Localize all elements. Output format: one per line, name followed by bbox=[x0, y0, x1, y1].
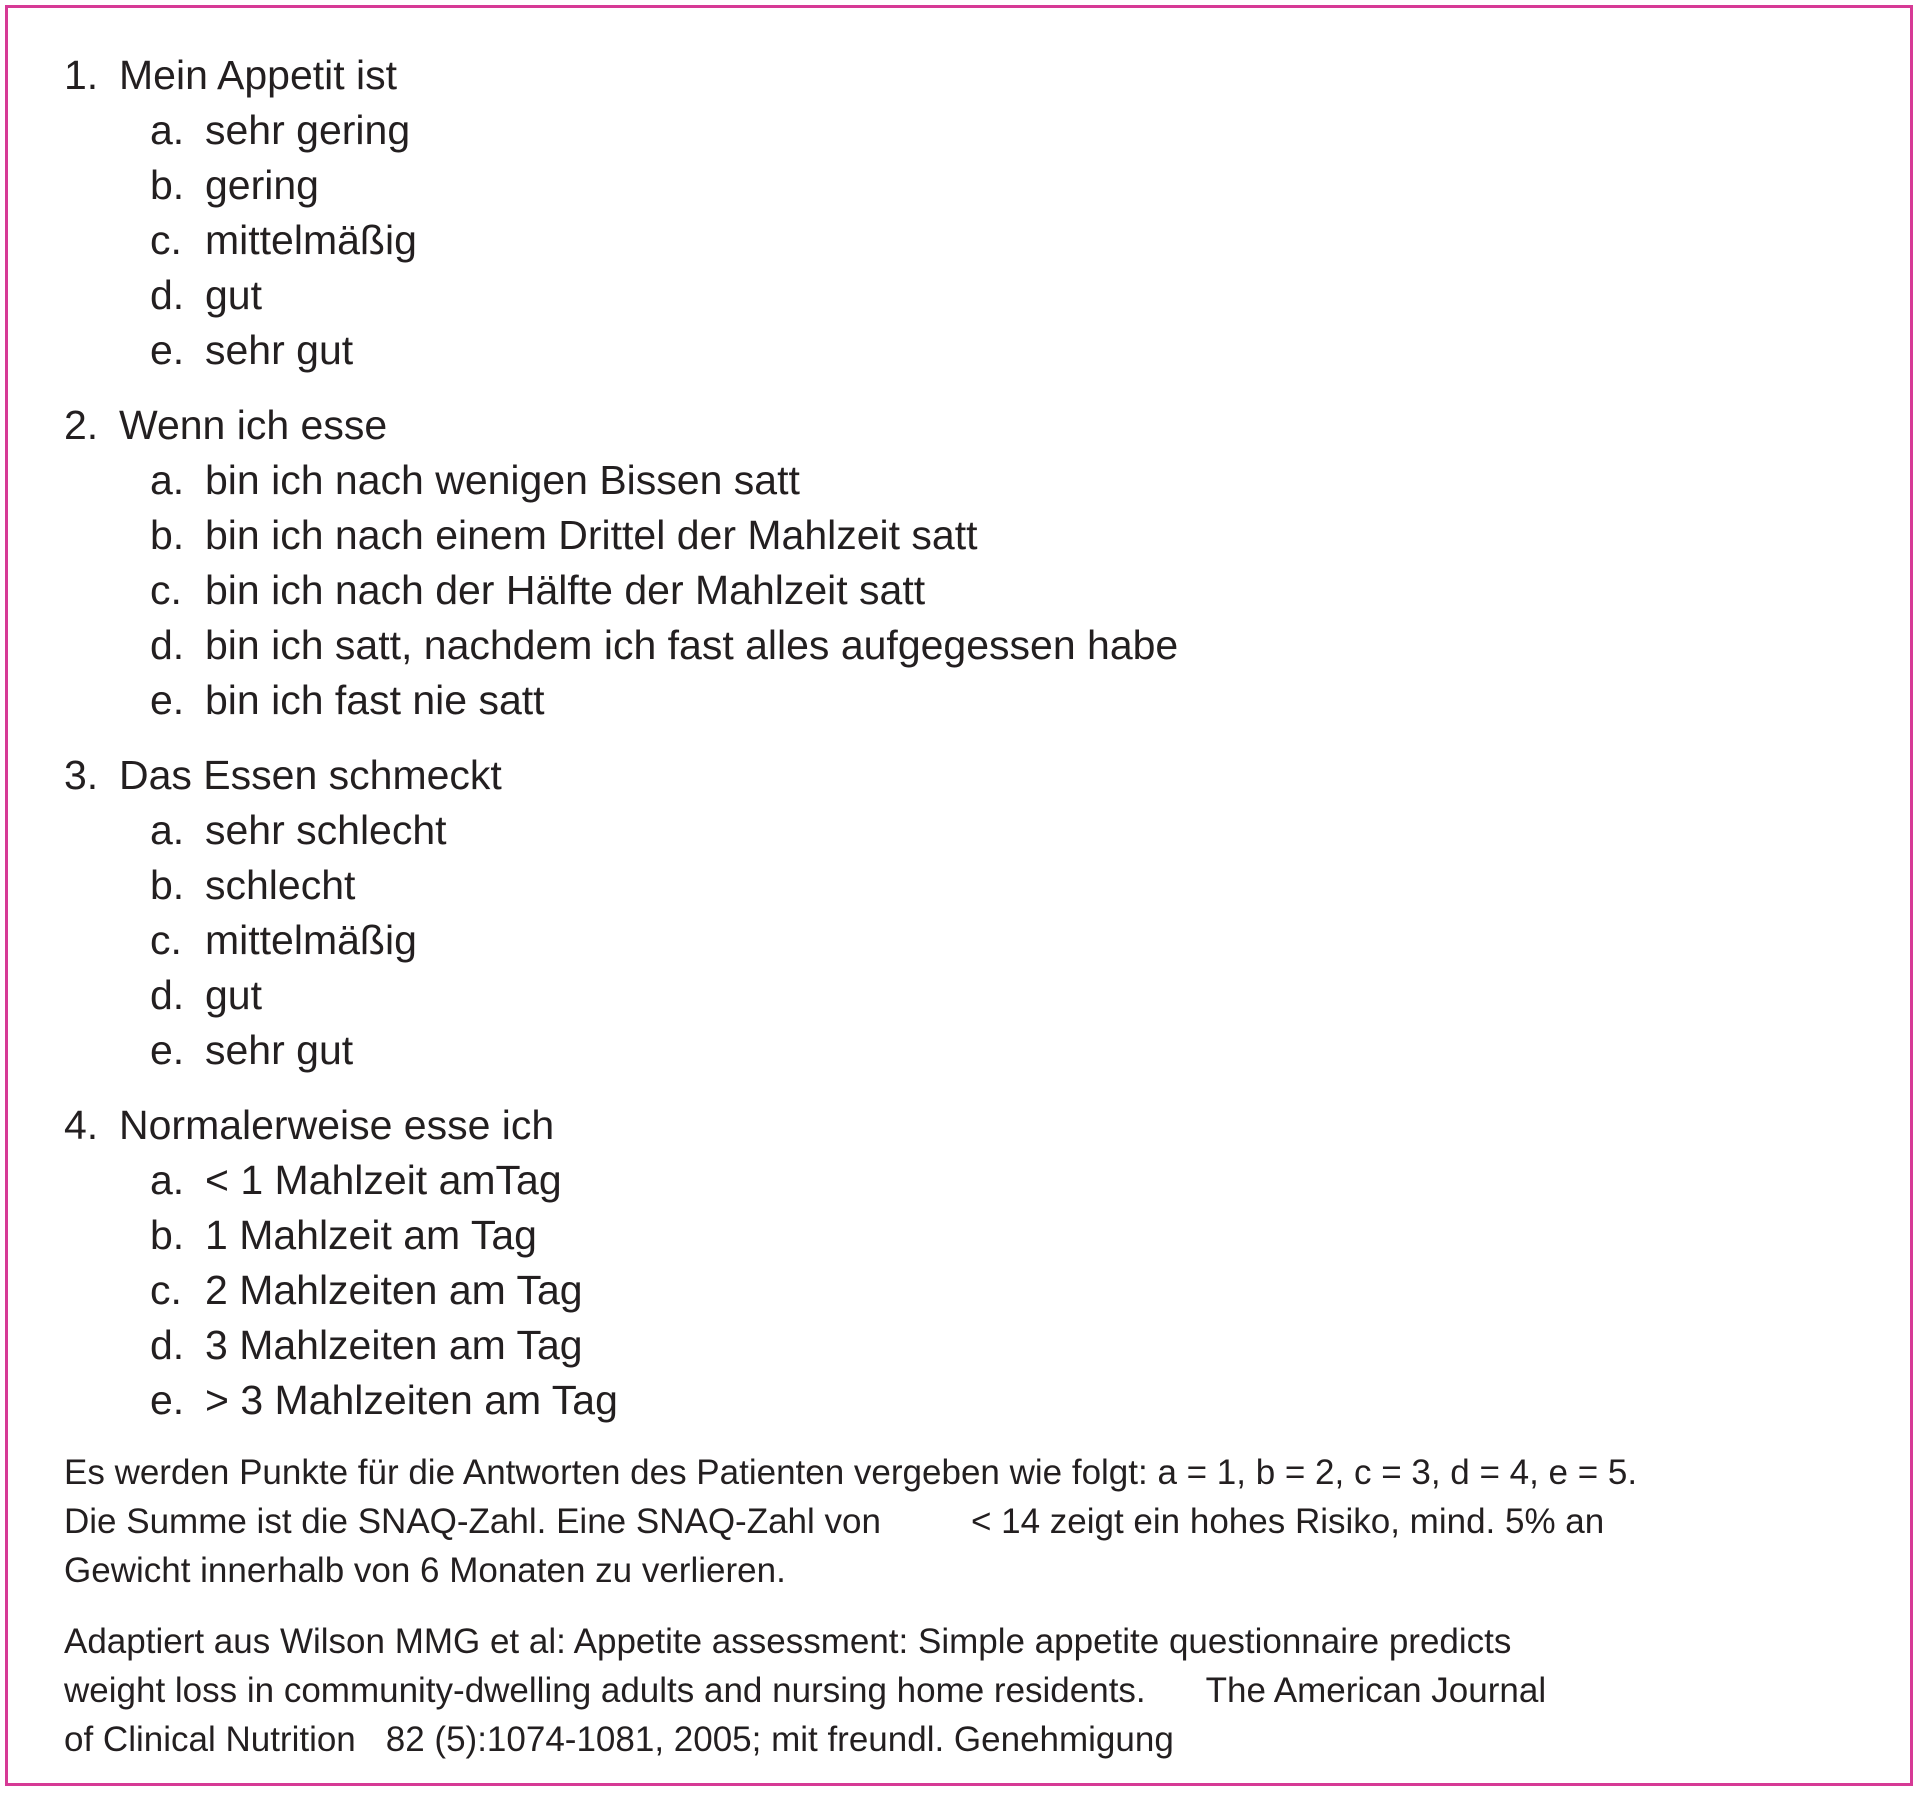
option-item bbox=[150, 508, 1864, 563]
option-text: mittelmäßig bbox=[205, 217, 417, 263]
option-text: sehr gut bbox=[205, 1027, 354, 1073]
option-letter: d. bbox=[150, 972, 185, 1018]
citation-line bbox=[64, 1715, 1864, 1764]
question-text: Normalerweise esse ich bbox=[119, 1102, 555, 1148]
citation-line bbox=[64, 1666, 1864, 1715]
question-text: Wenn ich esse bbox=[119, 402, 388, 448]
option-text: bin ich fast nie satt bbox=[205, 677, 545, 723]
option-letter: e. bbox=[150, 327, 185, 373]
question-number: 1. bbox=[64, 52, 99, 98]
option-text: sehr schlecht bbox=[205, 807, 447, 853]
option-item bbox=[150, 803, 1864, 858]
option-letter: a. bbox=[150, 457, 185, 503]
option-item bbox=[150, 1208, 1864, 1263]
option-letter: c. bbox=[150, 217, 182, 263]
scoring-line: Gewicht innerhalb von 6 Monaten zu verlieren. bbox=[64, 1551, 786, 1590]
option-text: 3 Mahlzeiten am Tag bbox=[205, 1322, 583, 1368]
option-letter: a. bbox=[150, 807, 185, 853]
question-2 bbox=[64, 398, 1864, 728]
scoring-line: Es werden Punkte für die Antworten des Patienten vergeben wie folgt: a = 1, b = 2, c = 3, d = 4, e = 5. bbox=[64, 1453, 1638, 1492]
option-text: mittelmäßig bbox=[205, 917, 417, 963]
question-heading bbox=[64, 48, 1864, 103]
question-1 bbox=[64, 48, 1864, 378]
option-text: < 1 Mahlzeit amTag bbox=[205, 1157, 562, 1203]
option-list bbox=[150, 103, 1864, 378]
option-list bbox=[150, 803, 1864, 1078]
citation-reference: 82 (5):1074-1081, 2005; mit freundl. Genehmigung bbox=[385, 1720, 1174, 1759]
option-letter: d. bbox=[150, 1322, 185, 1368]
option-item bbox=[150, 268, 1864, 323]
option-item bbox=[150, 968, 1864, 1023]
option-text: gut bbox=[205, 972, 262, 1018]
option-letter: d. bbox=[150, 622, 185, 668]
option-item bbox=[150, 213, 1864, 268]
scoring-note bbox=[64, 1448, 1864, 1595]
option-text: sehr gut bbox=[205, 327, 354, 373]
option-text: > 3 Mahlzeiten am Tag bbox=[205, 1377, 618, 1423]
option-text: 2 Mahlzeiten am Tag bbox=[205, 1267, 583, 1313]
option-item bbox=[150, 913, 1864, 968]
question-4 bbox=[64, 1098, 1864, 1428]
option-text: bin ich nach der Hälfte der Mahlzeit satt bbox=[205, 567, 926, 613]
scoring-text: Die Summe ist die SNAQ-Zahl. Eine SNAQ-Zahl von bbox=[64, 1502, 881, 1541]
scoring-line bbox=[64, 1497, 1864, 1546]
option-list bbox=[150, 453, 1864, 728]
option-item bbox=[150, 1023, 1864, 1078]
journal-name: The American Journal bbox=[1205, 1671, 1547, 1710]
option-letter: c. bbox=[150, 567, 182, 613]
option-item bbox=[150, 103, 1864, 158]
journal-name-cont: of Clinical Nutrition bbox=[64, 1720, 356, 1759]
option-letter: e. bbox=[150, 1377, 185, 1423]
option-item bbox=[150, 1153, 1864, 1208]
option-letter: a. bbox=[150, 1157, 185, 1203]
option-letter: b. bbox=[150, 862, 185, 908]
question-number: 4. bbox=[64, 1102, 99, 1148]
option-item bbox=[150, 563, 1864, 618]
question-text: Mein Appetit ist bbox=[119, 52, 398, 98]
question-heading bbox=[64, 398, 1864, 453]
option-item bbox=[150, 323, 1864, 378]
citation-text: weight loss in community-dwelling adults and nursing home residents. bbox=[64, 1671, 1146, 1710]
option-letter: b. bbox=[150, 512, 185, 558]
option-text: bin ich satt, nachdem ich fast alles aufgegessen habe bbox=[205, 622, 1179, 668]
option-item bbox=[150, 453, 1864, 508]
source-citation bbox=[64, 1617, 1864, 1764]
question-number: 2. bbox=[64, 402, 99, 448]
question-heading bbox=[64, 748, 1864, 803]
question-text: Das Essen schmeckt bbox=[119, 752, 502, 798]
question-heading bbox=[64, 1098, 1864, 1153]
option-text: gut bbox=[205, 272, 262, 318]
option-letter: e. bbox=[150, 1027, 185, 1073]
option-letter: b. bbox=[150, 162, 185, 208]
scoring-threshold: < 14 zeigt ein hohes Risiko, mind. 5% an bbox=[970, 1502, 1605, 1541]
option-text: gering bbox=[205, 162, 319, 208]
option-letter: b. bbox=[150, 1212, 185, 1258]
citation-line: Adaptiert aus Wilson MMG et al: Appetite assessment: Simple appetite questionnaire predicts bbox=[64, 1622, 1512, 1661]
option-item bbox=[150, 618, 1864, 673]
option-item bbox=[150, 158, 1864, 213]
option-item bbox=[150, 858, 1864, 913]
question-number: 3. bbox=[64, 752, 99, 798]
question-3 bbox=[64, 748, 1864, 1078]
option-letter: c. bbox=[150, 1267, 182, 1313]
option-text: 1 Mahlzeit am Tag bbox=[205, 1212, 537, 1258]
option-item bbox=[150, 673, 1864, 728]
questionnaire bbox=[64, 48, 1864, 1764]
option-text: bin ich nach einem Drittel der Mahlzeit satt bbox=[205, 512, 978, 558]
option-letter: e. bbox=[150, 677, 185, 723]
option-text: schlecht bbox=[205, 862, 356, 908]
option-text: sehr gering bbox=[205, 107, 411, 153]
option-list bbox=[150, 1153, 1864, 1428]
option-item bbox=[150, 1373, 1864, 1428]
option-item bbox=[150, 1263, 1864, 1318]
option-item bbox=[150, 1318, 1864, 1373]
option-letter: a. bbox=[150, 107, 185, 153]
option-letter: d. bbox=[150, 272, 185, 318]
option-letter: c. bbox=[150, 917, 182, 963]
option-text: bin ich nach wenigen Bissen satt bbox=[205, 457, 800, 503]
